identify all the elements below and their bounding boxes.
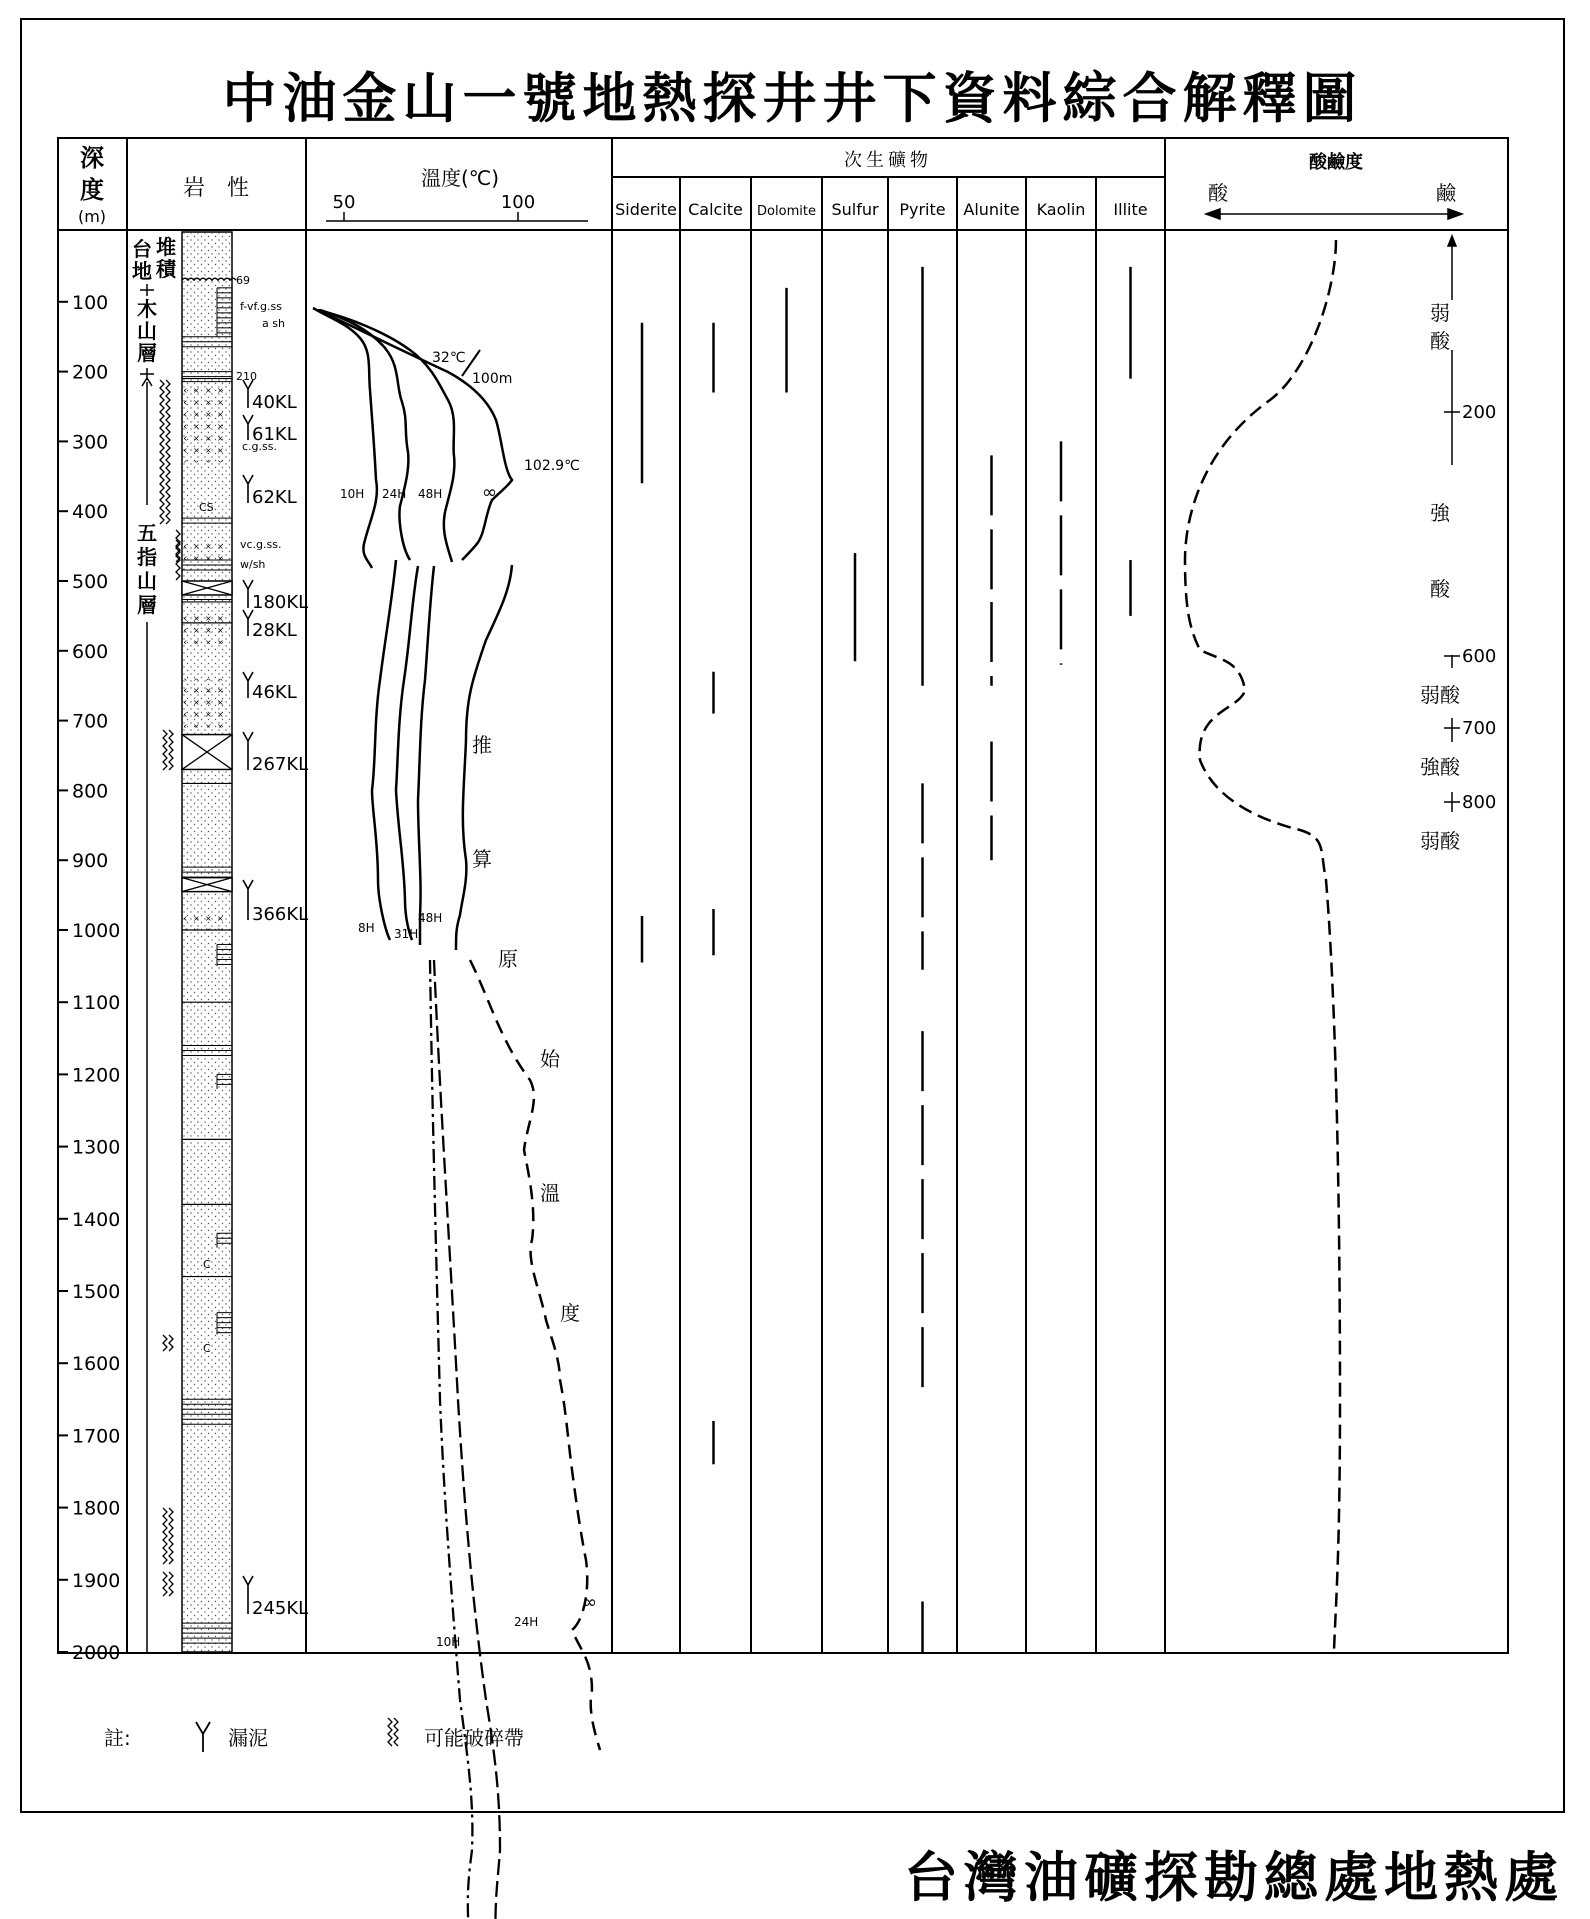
acidity-weak-1b: 酸 — [1430, 329, 1450, 353]
mineral-header-kaolin: Kaolin — [1036, 200, 1086, 219]
mineral-header-alunite: Alunite — [963, 200, 1020, 219]
temp-tick-100: 100 — [500, 192, 536, 213]
formation-terrace-2: 地 — [132, 259, 152, 283]
formation-terrace-3: 堆 — [156, 235, 176, 259]
temp-curve-10h-deep — [430, 960, 473, 1919]
acid-label: 酸 — [1208, 181, 1228, 205]
table-grid — [58, 138, 1508, 1653]
acidity-strong-1a: 強 — [1430, 501, 1450, 525]
fracture-mark — [160, 380, 164, 524]
depth-tick-label: 1700 — [72, 1425, 121, 1448]
note-ash: a sh — [262, 317, 285, 330]
temp-label-inf: ∞ — [482, 482, 497, 503]
fracture-mark — [169, 1335, 173, 1351]
formation-mushan-3: 層 — [137, 341, 157, 365]
depth-tick-label: 1900 — [72, 1569, 121, 1592]
depth-tick-label: 200 — [72, 361, 109, 384]
temp-curve-inf-deep — [470, 960, 600, 1750]
temp-curve-8h — [372, 560, 396, 940]
mineral-occurrence-bars — [642, 267, 1131, 1652]
temp-label-100m: 100m — [472, 371, 513, 387]
mineral-header-sulfur: Sulfur — [831, 200, 879, 219]
fracture-mark — [169, 1572, 173, 1596]
formation-wuchishan-3: 山 — [137, 569, 157, 593]
lithology-header: 岩 性 — [182, 176, 250, 201]
temperature-curves — [313, 308, 600, 1919]
acidity-arrow — [1206, 209, 1462, 219]
legend-note: 註: — [104, 1726, 131, 1750]
depth-tick-label: 1200 — [72, 1064, 121, 1087]
temp-curve-31h — [396, 566, 418, 940]
legend-fracture: 可能破碎帶 — [424, 1726, 524, 1750]
fracture-mark — [169, 1508, 173, 1564]
mud-loss-label: 46KL — [252, 682, 297, 703]
fracture-mark — [166, 380, 170, 524]
depth-tick-label: 2000 — [72, 1642, 121, 1664]
temp-curve-10h-upper — [313, 308, 377, 568]
depth-tick-label: 100 — [72, 291, 109, 314]
note-cgss: c.g.ss. — [242, 440, 277, 453]
temp-curve-inf-upper — [318, 310, 512, 560]
acidity-strong-1b: 酸 — [1430, 577, 1450, 601]
temp-label-48h: 48H — [418, 487, 443, 501]
temp-label-inf-deep: ∞ — [582, 1592, 597, 1613]
fracture-mark — [163, 1572, 167, 1596]
depth-tick-label: 1600 — [72, 1353, 121, 1376]
mineral-header-siderite: Siderite — [615, 200, 677, 219]
acidity-labels — [1420, 301, 1496, 853]
mud-loss-label: 267KL — [252, 754, 309, 775]
note-cs: CS — [199, 501, 214, 514]
conglomerate-texture — [184, 913, 230, 930]
temp-curve-inf-lower — [456, 565, 512, 950]
temp-label-24h: 24H — [382, 487, 407, 501]
mud-loss-label: 180KL — [252, 592, 309, 613]
acidity-depth-600: 600 — [1462, 646, 1497, 667]
temp-label-32c: 32℃ — [432, 350, 466, 366]
mud-loss-label: 61KL — [252, 424, 297, 445]
depth-tick-label: 800 — [72, 780, 109, 803]
temp-label-48h-lower: 48H — [418, 911, 443, 925]
mineral-header-pyrite: Pyrite — [899, 200, 946, 219]
acidity-depth-700: 700 — [1462, 718, 1497, 739]
secondary-minerals-header: 次生礦物 — [844, 150, 932, 171]
estimated-char-5: 溫 — [540, 1181, 560, 1205]
depth-header-line2: 度 — [80, 176, 104, 204]
depth-tick-label: 1500 — [72, 1281, 121, 1303]
depth-tick-label: 1300 — [72, 1136, 121, 1159]
note-210: 210 — [236, 370, 257, 383]
fracture-mark — [169, 730, 173, 770]
note-69: 69 — [236, 274, 250, 287]
acidity-weak-2: 弱酸 — [1420, 683, 1460, 707]
temp-curve-48h-lower — [418, 566, 434, 945]
estimated-char-4: 始 — [540, 1047, 560, 1071]
formation-boundaries — [140, 284, 154, 1653]
depth-header-line1: 深 — [80, 144, 104, 172]
estimated-char-1: 推 — [472, 733, 492, 757]
mud-loss-label: 28KL — [252, 620, 297, 641]
mud-loss-label: 245KL — [252, 1598, 309, 1619]
estimated-char-6: 度 — [560, 1301, 580, 1325]
mineral-header-calcite: Calcite — [688, 200, 743, 219]
depth-tick-label: 1800 — [72, 1497, 121, 1520]
header-depth — [78, 144, 106, 226]
temp-label-10h-deep: 10H — [436, 1635, 461, 1649]
temp-label-10h: 10H — [340, 487, 365, 501]
depth-header-unit: (m) — [77, 207, 107, 226]
alkali-label: 鹼 — [1436, 181, 1456, 205]
acidity-depth-800: 800 — [1462, 792, 1497, 813]
estimated-char-2: 算 — [472, 847, 492, 871]
note-fvfgss: f-vf.g.ss — [240, 300, 282, 313]
agency-name: 台灣油礦探勘總處地熱處 — [904, 1846, 1564, 1909]
depth-axis — [58, 292, 120, 1664]
temp-label-24h-deep: 24H — [514, 1615, 539, 1629]
note-c1: C — [203, 1258, 211, 1271]
depth-tick-label: 1400 — [72, 1208, 121, 1231]
mineral-header-illite: Illite — [1113, 200, 1148, 219]
estimated-temperature-label — [472, 733, 580, 1325]
acidity-header: 酸鹼度 — [1309, 152, 1363, 173]
fracture-zones — [160, 380, 180, 1596]
mud-loss-legend-icon — [196, 1722, 210, 1752]
depth-tick-label: 600 — [72, 640, 109, 663]
depth-tick-label: 1000 — [72, 920, 121, 942]
mud-loss-label: 40KL — [252, 392, 297, 413]
temp-label-31h: 31H — [394, 927, 419, 941]
mineral-headers — [615, 200, 1147, 219]
depth-tick-label: 400 — [72, 501, 109, 524]
legend-mud-loss: 漏泥 — [228, 1726, 268, 1750]
mud-loss-label: 62KL — [252, 487, 297, 508]
lithology-column — [182, 232, 236, 1652]
conglomerate-texture — [184, 609, 230, 644]
temp-label-8h: 8H — [358, 921, 375, 935]
formation-terrace-4: 積 — [156, 257, 176, 281]
formation-mushan-1: 木 — [137, 297, 157, 321]
acidity-depth-200: 200 — [1462, 402, 1497, 423]
formation-terrace-1: 台 — [132, 237, 152, 261]
mineral-header-dolomite: Dolomite — [757, 204, 816, 219]
acidity-strong-2: 強酸 — [1420, 755, 1460, 779]
depth-tick-label: 700 — [72, 710, 109, 733]
temp-tick-50: 50 — [332, 192, 356, 213]
depth-tick-label: 900 — [72, 850, 109, 873]
fracture-legend-icon — [388, 1718, 398, 1746]
depth-tick-label: 1100 — [72, 992, 121, 1015]
mud-loss-label: 366KL — [252, 904, 309, 925]
conglomerate-texture — [184, 679, 230, 728]
chart-title: 中油金山一號地熱探井井下資料綜合解釋圖 — [222, 67, 1363, 130]
conglomerate-texture — [184, 539, 230, 560]
fracture-mark — [163, 1335, 167, 1351]
formation-labels — [132, 235, 178, 617]
depth-tick-label: 300 — [72, 431, 109, 454]
fracture-mark — [163, 730, 167, 770]
formation-wuchishan-1: 五 — [137, 521, 157, 545]
formation-wuchishan-4: 層 — [137, 593, 157, 617]
legend — [104, 1718, 524, 1752]
note-vcgss: vc.g.ss. — [240, 538, 282, 551]
formation-mushan-2: 山 — [137, 319, 157, 343]
acidity-curve — [1185, 240, 1340, 1650]
acidity-weak-1a: 弱 — [1430, 301, 1450, 325]
formation-wuchishan-2: 指 — [137, 545, 157, 569]
acidity-weak-3: 弱酸 — [1420, 829, 1460, 853]
temperature-labels — [340, 350, 597, 1649]
depth-tick-label: 500 — [72, 571, 109, 593]
note-c2: C — [203, 1342, 211, 1355]
temp-label-1029c: 102.9℃ — [524, 458, 580, 474]
conglomerate-texture — [184, 386, 230, 463]
estimated-char-3: 原 — [498, 947, 518, 971]
fracture-mark — [163, 1508, 167, 1564]
temp-header-scale — [326, 212, 588, 221]
note-wsh: w/sh — [240, 558, 266, 571]
temperature-header: 溫度(℃) — [420, 166, 500, 190]
